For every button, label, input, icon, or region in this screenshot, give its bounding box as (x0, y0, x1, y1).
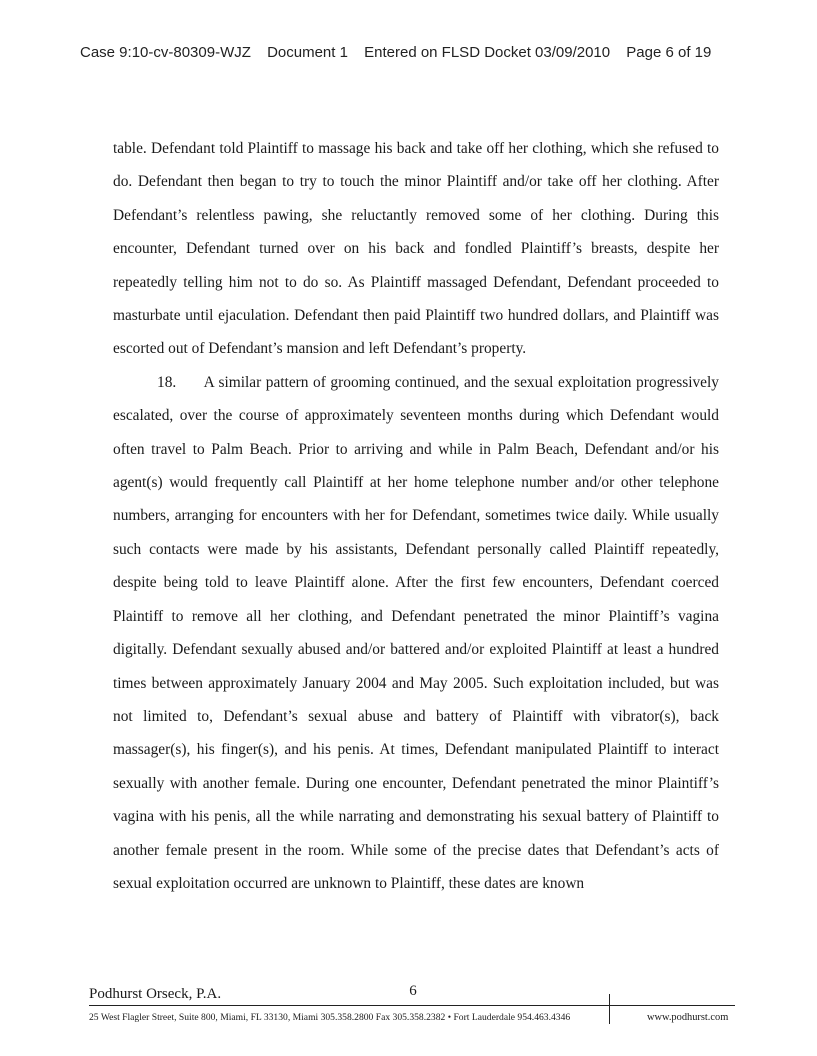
firm-name: Podhurst Orseck, P.A. (89, 986, 222, 1002)
docket-header (80, 44, 723, 61)
footer-separator (609, 994, 610, 1024)
page-number: 6 (409, 983, 417, 999)
paragraph-18 (113, 366, 719, 901)
docket-entry: Entered on FLSD Docket 03/09/2010 (364, 44, 611, 61)
document-number: Document 1 (267, 44, 348, 61)
footer-divider (89, 1005, 735, 1006)
paragraph-text: A similar pattern of grooming continued, and the sexual exploitation progressively escalated, over the course of approximately seventeen months during which Defendant would often travel to Palm Beach. Prior to arriving and while in Palm Beach, Defendant and/or his agent(s) would frequently call Plaintiff at her home telephone number and/or other telephone numbers, arranging for encounters with her for Defendant, sometimes twice daily. While usually such contacts were made by his assistants, Defendant personally called Plaintiff repeatedly, despite being told to leave Plaintiff alone. After the first few encounters, Defendant coerced Plaintiff to remove all her clothing, and Defendant penetrated the minor Plaintiff’s vagina digitally. Defendant sexually abused and/or battered and/or exploited Plaintiff at least a hundred times between approximately January 2004 and May 2005. Such exploitation included, but was not limited to, Defendant’s sexual abuse and battery of Plaintiff with vibrator(s), back massager(s), his finger(s), and his penis. At times, Defendant manipulated Plaintiff to interact sexually with another female. During one encounter, Defendant penetrated the minor Plaintiff’s vagina with his penis, all the while narrating and demonstrating his sexual battery of Plaintiff to another female present in the room. While some of the precise dates that Defendant’s acts of sexual exploitation occurred are unknown to Plaintiff, these dates are known (113, 373, 719, 892)
paragraph-number: 18. (157, 373, 177, 391)
firm-website: www.podhurst.com (647, 1012, 729, 1023)
case-number: Case 9:10-cv-80309-WJZ (80, 44, 251, 61)
page-indicator: Page 6 of 19 (626, 44, 712, 61)
paragraph-text: table. Defendant told Plaintiff to massage his back and take off her clothing, which she refused to do. Defendant then began to try to touch the minor Plaintiff and/or take off her clothing. After Defendant’s relentless pawing, she reluctantly removed some of her clothing. During this encounter, Defendant turned over on his back and fondled Plaintiff’s breasts, despite her repeatedly telling him not to do so. As Plaintiff massaged Defendant, Defendant proceeded to masturbate until ejaculation. Defendant then paid Plaintiff two hundred dollars, and Plaintiff was escorted out of Defendant’s mansion and left Defendant’s property. (113, 140, 719, 358)
firm-address: 25 West Flagler Street, Suite 800, Miami, FL 33130, Miami 305.358.2800 Fax 305.358.2382 • Fort Lauderdale 954.463.4346 (89, 1012, 571, 1023)
paragraph-continued (113, 132, 719, 366)
document-body (113, 132, 719, 900)
